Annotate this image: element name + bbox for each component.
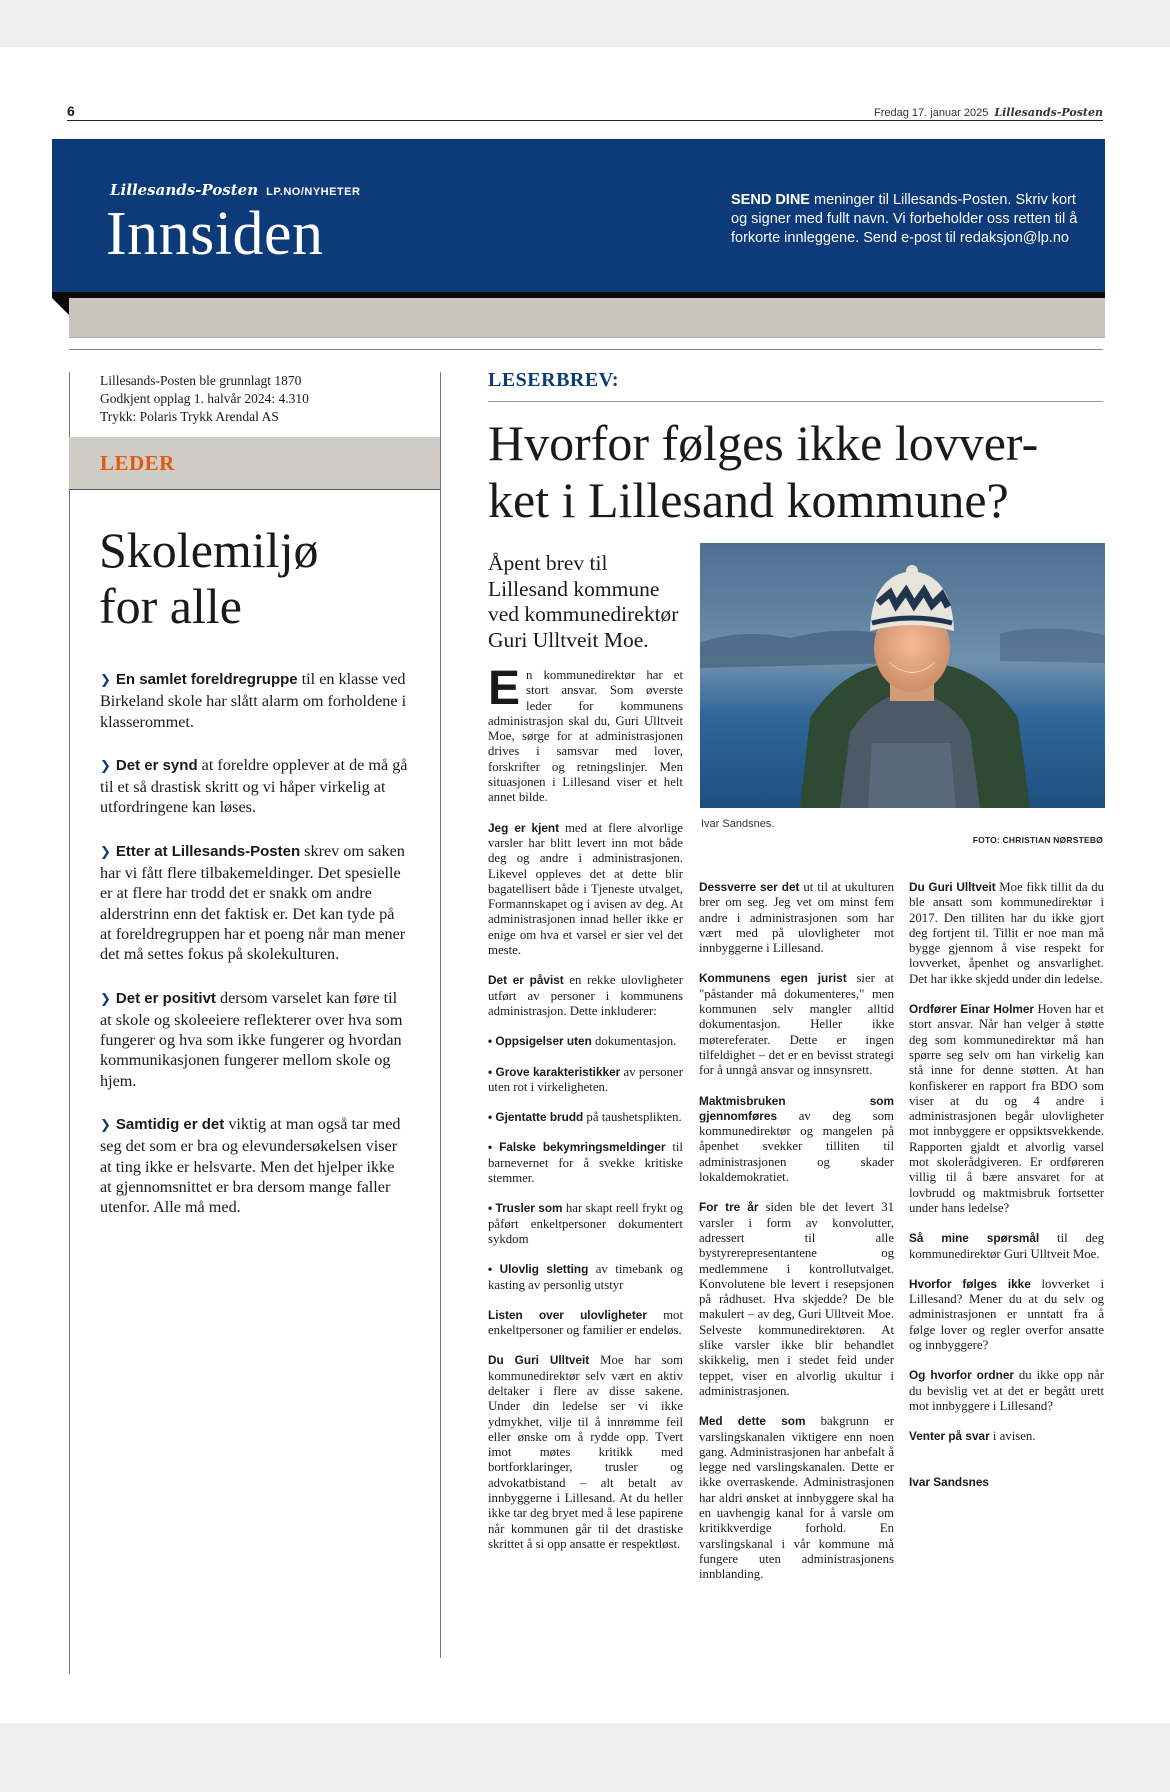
date-text: Fredag 17. januar 2025 xyxy=(874,107,989,119)
paragraph-text: lovverket i Lillesand? Mener du at du selv og administrasjonen er unntatt fra å følge lover og regler overfor ansatte og innbyggere? xyxy=(909,1276,1105,1353)
chevron-right-icon: ❯ xyxy=(100,758,111,774)
paragraph-text: til en klasse ved Birkeland skole har slått alarm om forholdene i klasserommet. xyxy=(100,670,407,731)
page-number: 6 xyxy=(67,103,75,119)
chevron-right-icon: ❯ xyxy=(100,991,111,1007)
paragraph-lead: Så mine spørsmål xyxy=(909,1231,1040,1246)
headline-line1: Hvorfor følges ikke lovver- xyxy=(488,415,1039,471)
paragraph-lead: Det er påvist xyxy=(488,973,564,988)
leder-title-line2: for alle xyxy=(99,578,242,634)
paragraph-text: i avisen. xyxy=(989,1429,1036,1444)
author-signature: Ivar Sandsnes xyxy=(909,1474,989,1489)
banner-logo xyxy=(110,181,360,199)
paragraph-text: du ikke opp når du bevislig vet at det er begått urett mot innbyggere i Lillesand? xyxy=(909,1368,1104,1413)
paragraph-text: en rekke ulovligheter utført av personer i kommunens administrasjon. Dette inkluderer: xyxy=(488,973,683,1018)
portrait-illustration xyxy=(700,543,1105,808)
paragraph-text: siden ble det levert 31 varsler i form av konvolutter, adressert til alle bystyrerepresentantene og medlemmene i kontrollutvalget. Konvolutene ble levert i resepsjonen på rådhuset. Hva skjedde? De ble makulert – av deg, Guri Ulltveit Moe. Selveste kommunedirektøren. At slike varsler ikke blir behandlet skikkelig, men i stedet feid under teppet, viser en alvorlig ukultur i administrasjonen. xyxy=(699,1200,895,1398)
paragraph-lead: Du Guri Ulltveit xyxy=(909,880,996,894)
article-kicker: LESERBREV: xyxy=(488,369,619,391)
paragraph-lead: Hvorfor følges ikke xyxy=(909,1276,1031,1291)
paragraph-text: bakgrunn er varslingskanalen viktigere enn noen gang. Administrasjonen har anbefalt å legge ned varslingskanalen. Dette er ikke overraskende. Administrasjonen har aldri ønsket at innbyggere skal ha en uavhengig kanal for å varsle om kritikkverdige forhold. En varslingskanal i vår kommune må fungere uten administrasjonens innblanding. xyxy=(699,1414,895,1582)
meta-founded: Lillesands-Posten ble grunnlagt 1870 xyxy=(100,373,302,388)
paragraph xyxy=(909,1002,1104,1216)
paragraph xyxy=(699,880,894,956)
article-intro xyxy=(488,662,683,806)
intro-text: n kommunedirektør har et stort ansvar. Som øverste leder for kommunens administrasjon skal du, Guri Ulltveit Moe, sørge for at administrasjonen drives i samsvar med lover, forskrifter og retningslinjer. Men situasjonen i Lillesand viser et helt annet bilde. xyxy=(488,668,683,805)
paragraph-text: har skapt reell frykt og påført enkeltpersoner dokumentert sykdom xyxy=(488,1201,683,1246)
paragraph xyxy=(488,1353,683,1552)
paragraph-lead: Listen over ulovligheter xyxy=(488,1307,647,1322)
paragraph xyxy=(488,1262,683,1293)
paragraph xyxy=(100,1114,410,1217)
dropcap: E xyxy=(488,662,521,715)
article-column-2 xyxy=(699,880,894,1597)
paragraph-text: dokumentasjon. xyxy=(591,1034,677,1049)
paragraph xyxy=(699,971,894,1078)
paragraph-text: på taushetsplikten. xyxy=(583,1110,682,1125)
paragraph-text: mot enkeltpersoner og familier er endeløs. xyxy=(488,1307,683,1338)
paragraph xyxy=(909,1277,1104,1353)
paragraph-lead: Ordfører Einar Holmer xyxy=(909,1002,1035,1017)
paragraph-text: av deg som kommunedirektør og mangelen på åpenhet svekker tilliten til administrasjonen og skader lokaldemokratiet. xyxy=(699,1108,894,1185)
banner-fold xyxy=(52,298,70,316)
paragraph-lead: • Ulovlig sletting xyxy=(488,1262,589,1277)
kicker-rule xyxy=(488,401,1103,402)
photo-credit: FOTO: CHRISTIAN NØRSTEBØ xyxy=(972,835,1103,845)
paragraph xyxy=(100,755,410,818)
paragraph-text: at foreldre opplever at de må gå til et så drastisk skritt og vi håper virkelig at utfordringene kan løses. xyxy=(100,755,408,817)
leder-body xyxy=(100,669,410,1241)
paragraph-lead: Dessverre ser det xyxy=(699,880,800,894)
paragraph xyxy=(100,988,410,1091)
paragraph xyxy=(699,1414,894,1582)
paragraph-text: til deg kommunedirektør Guri Ulltveit Moe. xyxy=(909,1231,1104,1261)
band-rule xyxy=(69,349,1103,350)
page-date xyxy=(874,106,1103,119)
submission-info-lead: SEND DINE xyxy=(731,192,810,208)
article-column-3 xyxy=(909,880,1104,1505)
paragraph xyxy=(699,1200,894,1399)
paragraph xyxy=(909,1231,1104,1262)
paragraph xyxy=(488,1140,683,1186)
paragraph xyxy=(100,841,410,965)
paragraph xyxy=(488,1308,683,1339)
paragraph-lead: Jeg er kjent xyxy=(488,820,560,835)
paragraph-text: av personer uten rot i virkeligheten. xyxy=(488,1064,683,1094)
paragraph xyxy=(488,973,683,1019)
photo-caption: Ivar Sandsnes. xyxy=(701,818,775,830)
paragraph-text: Moe har som kommunedirektør selv vært en aktiv deltaker i flere av disse sakene. Under din ledelse ser vi ikke ydmykhet, vilje til å innrømme feil eller ønske om å rydde opp. Tvert imot møtes kritikk med bortforklaringer, trusler og advokatbistand – alt betalt av innbyggerne i Lillesand. At du heller ikke tar deg bryet med å lese papirene når kommunen går til det drastiske skrittet å si opp ansatte er respektløst. xyxy=(488,1353,683,1551)
paragraph-text: skrev om saken har vi fått flere tilbakemeldinger. Det spesielle er at flere har trodd det er snakk om andre alderstrinn enn det faktisk er. Det kan tyde på at foreldregruppen har et poeng når man mener det må settes fokus på skolekulturen. xyxy=(100,841,406,964)
paragraph-lead: Det er synd xyxy=(115,756,198,774)
leder-title-line1: Skolemiljø xyxy=(99,522,319,578)
article-subhead: Åpent brev til Lillesand kommune ved kommunedirektør Guri Ulltveit Moe. xyxy=(488,551,679,652)
headline-line2: ket i Lillesand kommune? xyxy=(488,472,1009,528)
paragraph-lead: En samlet foreldregruppe xyxy=(115,671,298,688)
chevron-right-icon: ❯ xyxy=(100,1118,111,1134)
paragraph-text: viktig at man også tar med seg det som er bra og elevundersøkelsen viser at ting ikke er helsvarte. Men det hjelper ikke at gjennomsnittet er bra dersom mange faller utenfor. Alle må med. xyxy=(100,1115,401,1217)
meta-circulation: Godkjent opplag 1. halvår 2024: 4.310 xyxy=(100,391,309,406)
paragraph-lead: Med dette som xyxy=(699,1414,806,1429)
chevron-right-icon: ❯ xyxy=(100,844,111,860)
submission-info xyxy=(731,191,1091,248)
paragraph xyxy=(488,821,683,959)
portrait-photo xyxy=(700,543,1105,808)
paragraph xyxy=(909,1368,1104,1414)
paragraph-lead: • Oppsigelser uten xyxy=(488,1034,592,1049)
paragraph xyxy=(100,669,410,732)
paragraph-lead: Og hvorfor ordner xyxy=(909,1368,1014,1383)
meta-printer: Trykk: Polaris Trykk Arendal AS xyxy=(100,409,279,424)
paragraph xyxy=(488,1065,683,1096)
paragraph xyxy=(488,1201,683,1247)
paragraph-text: Moe fikk tillit da du ble ansatt som kommunedirektør i 2017. Den tilliten har du ikke gjort deg fortjent til. Tillit er noe man må bygge gjennom å vise respekt for lovverket, åpenhet og ansvarlighet. Det har ikke skjedd under din ledelse. xyxy=(909,880,1104,986)
left-border xyxy=(69,372,70,1674)
article-column-1 xyxy=(488,662,683,1567)
grey-band xyxy=(69,298,1105,338)
paragraph-text: med at flere alvorlige varsler har blitt levert inn mot både deg og andre i administrasjonen. Likevel oppleves det at dette blir bagatellisert både i Tjeneste utvalget, Formannskapet og i avisen av deg. At administrasjonen innad heller ikke er enige om hva et varsel er sier vel det meste. xyxy=(488,820,683,958)
submission-info-text: meninger til Lillesands-Posten. Skriv kort og signer med fullt navn. Vi forbeholder oss retten til å forkorte innleggene. Send e-post til redaksjon@lp.no xyxy=(731,192,1078,246)
paragraph xyxy=(909,1429,1104,1444)
section-banner xyxy=(52,139,1105,298)
banner-logo-text: Lillesands-Posten xyxy=(110,181,259,199)
top-rule xyxy=(67,120,1103,121)
paragraph-lead: Kommunens egen jurist xyxy=(699,971,847,986)
chevron-right-icon: ❯ xyxy=(100,673,111,688)
paragraph-lead: Venter på svar xyxy=(909,1429,990,1444)
leder-title xyxy=(99,522,318,634)
paragraph-text: til barnevernet for å svekke kritiske stemmer. xyxy=(488,1140,683,1186)
masthead-meta xyxy=(100,372,309,426)
leder-label-bar xyxy=(69,437,440,490)
paragraph xyxy=(699,1094,894,1186)
paragraph-lead: • Trusler som xyxy=(488,1201,563,1216)
paragraph-lead: Maktmisbruken som gjennomføres xyxy=(699,1093,894,1123)
paragraph-lead: Etter at Lillesands-Posten xyxy=(115,842,301,860)
paragraph-lead: Det er positivt xyxy=(115,989,216,1007)
paragraph-lead: • Gjentatte brudd xyxy=(488,1110,584,1125)
paragraph xyxy=(488,1110,683,1125)
section-title: Innsiden xyxy=(106,200,324,268)
paper-logo-small: Lillesands-Posten xyxy=(994,106,1103,119)
paragraph-text: av timebank og kasting av personlig utstyr xyxy=(488,1262,683,1292)
paragraph-text: sier at "påstander må dokumenteres," men kommunen selv mangler alltid dokumentasjon. Heller ikke møtereferater. Dette er ingen tilfeldighet – det er en bevisst strategi for å unngå ansvar og innsynsrett. xyxy=(699,971,894,1078)
paragraph-lead: Du Guri Ulltveit xyxy=(488,1353,590,1368)
paragraph-text: Hoven har et stort ansvar. Når han velger å støtte deg som kommunedirektør må han spørre seg selv om han virkelig kan stå inne for denne støtten. At han konfiskerer en rapport fra BDO som viser at du og 4 andre i administrasjonen begår ulovligheter mot innbyggere er oppsiktsvekkende. Rapporten gjaldt et alvorlig varsel mot skolerådgiveren. Er ordføreren villig til å bære ansvaret for at lovbrudd og maktmisbruk fortsetter under hans ledelse? xyxy=(909,1002,1104,1215)
paragraph-text: dersom varselet kan føre til at skole og skoleeiere reflekterer over hva som fungerer og hva som ikke fungerer og hvordan kommunikasjonen fungerer mellom skole og hjem. xyxy=(100,988,403,1090)
paragraph-lead: Samtidig er det xyxy=(115,1116,225,1134)
column-divider xyxy=(440,372,441,1658)
paragraph-lead: • Grove karakteristikker xyxy=(488,1064,621,1079)
paragraph xyxy=(488,1034,683,1049)
leder-label: LEDER xyxy=(100,451,175,475)
paragraph-text: ut til at ukulturen brer om seg. Jeg vet om minst fem andre i administrasjonen som har vært med på ulovligheter mot innbyggerne i Lillesand. xyxy=(699,880,894,956)
paragraph xyxy=(909,880,1104,987)
paragraph-lead: For tre år xyxy=(699,1200,759,1215)
article-headline xyxy=(488,415,1108,529)
paragraph-lead: • Falske bekymringsmeldinger xyxy=(488,1140,666,1155)
banner-url: LP.NO/NYHETER xyxy=(266,186,361,198)
